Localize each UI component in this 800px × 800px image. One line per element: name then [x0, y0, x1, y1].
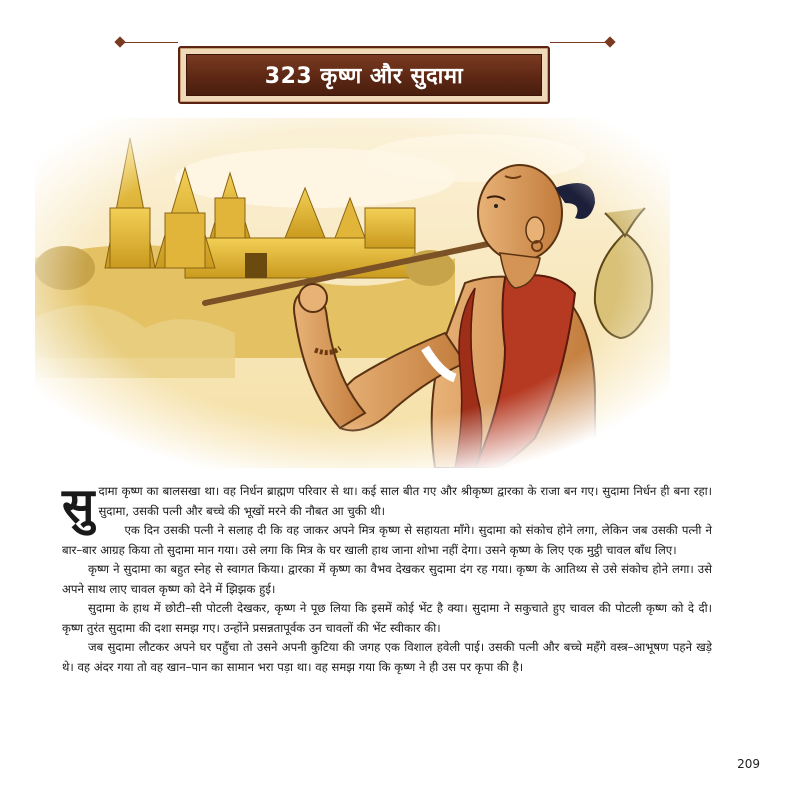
banner-ornament-dot-right	[604, 36, 615, 47]
story-paragraph: सुदामा के हाथ में छोटी–सी पोटली देखकर, कृष्ण ने पूछ लिया कि इसमें कोई भेंट है क्या। सुदामा ने सकुचाते हुए चावल की पोटली कृष्ण को दे दी। कृष्ण तुरंत सुदामा की दशा समझ गए। उन्होंने प्रसन्नतापूर्वक उन चावलों की भेंट स्वीकार की।	[62, 601, 713, 635]
story-paragraph: कृष्ण ने सुदामा का बहुत स्नेह से स्वागत किया। द्वारका में कृष्ण का वैभव देखकर सुदामा दंग रह गया। कृष्ण के आतिथ्य से उसे संकोच होने लगा। उसे अपने साथ लाए चावल कृष्ण को देने में झिझक हुई।	[62, 562, 712, 596]
vignette-fade	[35, 118, 670, 468]
title-banner	[178, 46, 550, 104]
banner-ornament-line-right	[550, 42, 610, 43]
banner-plate	[186, 54, 542, 96]
story-paragraph	[62, 478, 712, 534]
paragraph-text: दामा कृष्ण का बालसखा था। वह निर्धन ब्राह्मण परिवार से था। कई साल बीत गए और श्रीकृष्ण द्वारका के राजा बन गए। सुदामा निर्धन ही बना रहा। सुदामा, उसकी पत्नी और बच्चे की भूखों मरने की नौबत आ चुकी थी।	[98, 484, 712, 518]
page-title: 323 कृष्ण और सुदामा	[264, 64, 464, 89]
banner-ornament-dot-left	[114, 36, 125, 47]
page-number: 209	[737, 757, 760, 771]
story-illustration	[35, 118, 670, 468]
banner-ornament-line-left	[120, 42, 178, 43]
story-paragraph: एक दिन उसकी पत्नी ने सलाह दी कि वह जाकर अपने मित्र कृष्ण से सहायता माँगे। सुदामा को संकोच होने लगा, लेकिन जब उसकी पत्नी ने बार–बार आग्रह किया तो सुदामा मान गया। उसे लगा कि मित्र के घर खाली हाथ जाना शोभा नहीं देगा। उसने कृष्ण के लिए एक मुट्ठी चावल बाँध लिए।	[62, 523, 712, 557]
story-text	[62, 478, 713, 677]
drop-cap: सु	[62, 478, 95, 534]
story-paragraph: जब सुदामा लौटकर अपने घर पहुँचा तो उसने अपनी कुटिया की जगह एक विशाल हवेली पाई। उसकी पत्नी और बच्चे महँगे वस्त्र–आभूषण पहने खड़े थे। वह अंदर गया तो वह खान–पान का सामान भरा पड़ा था। वह समझ गया कि कृष्ण ने ही उस पर कृपा की है।	[62, 640, 712, 674]
